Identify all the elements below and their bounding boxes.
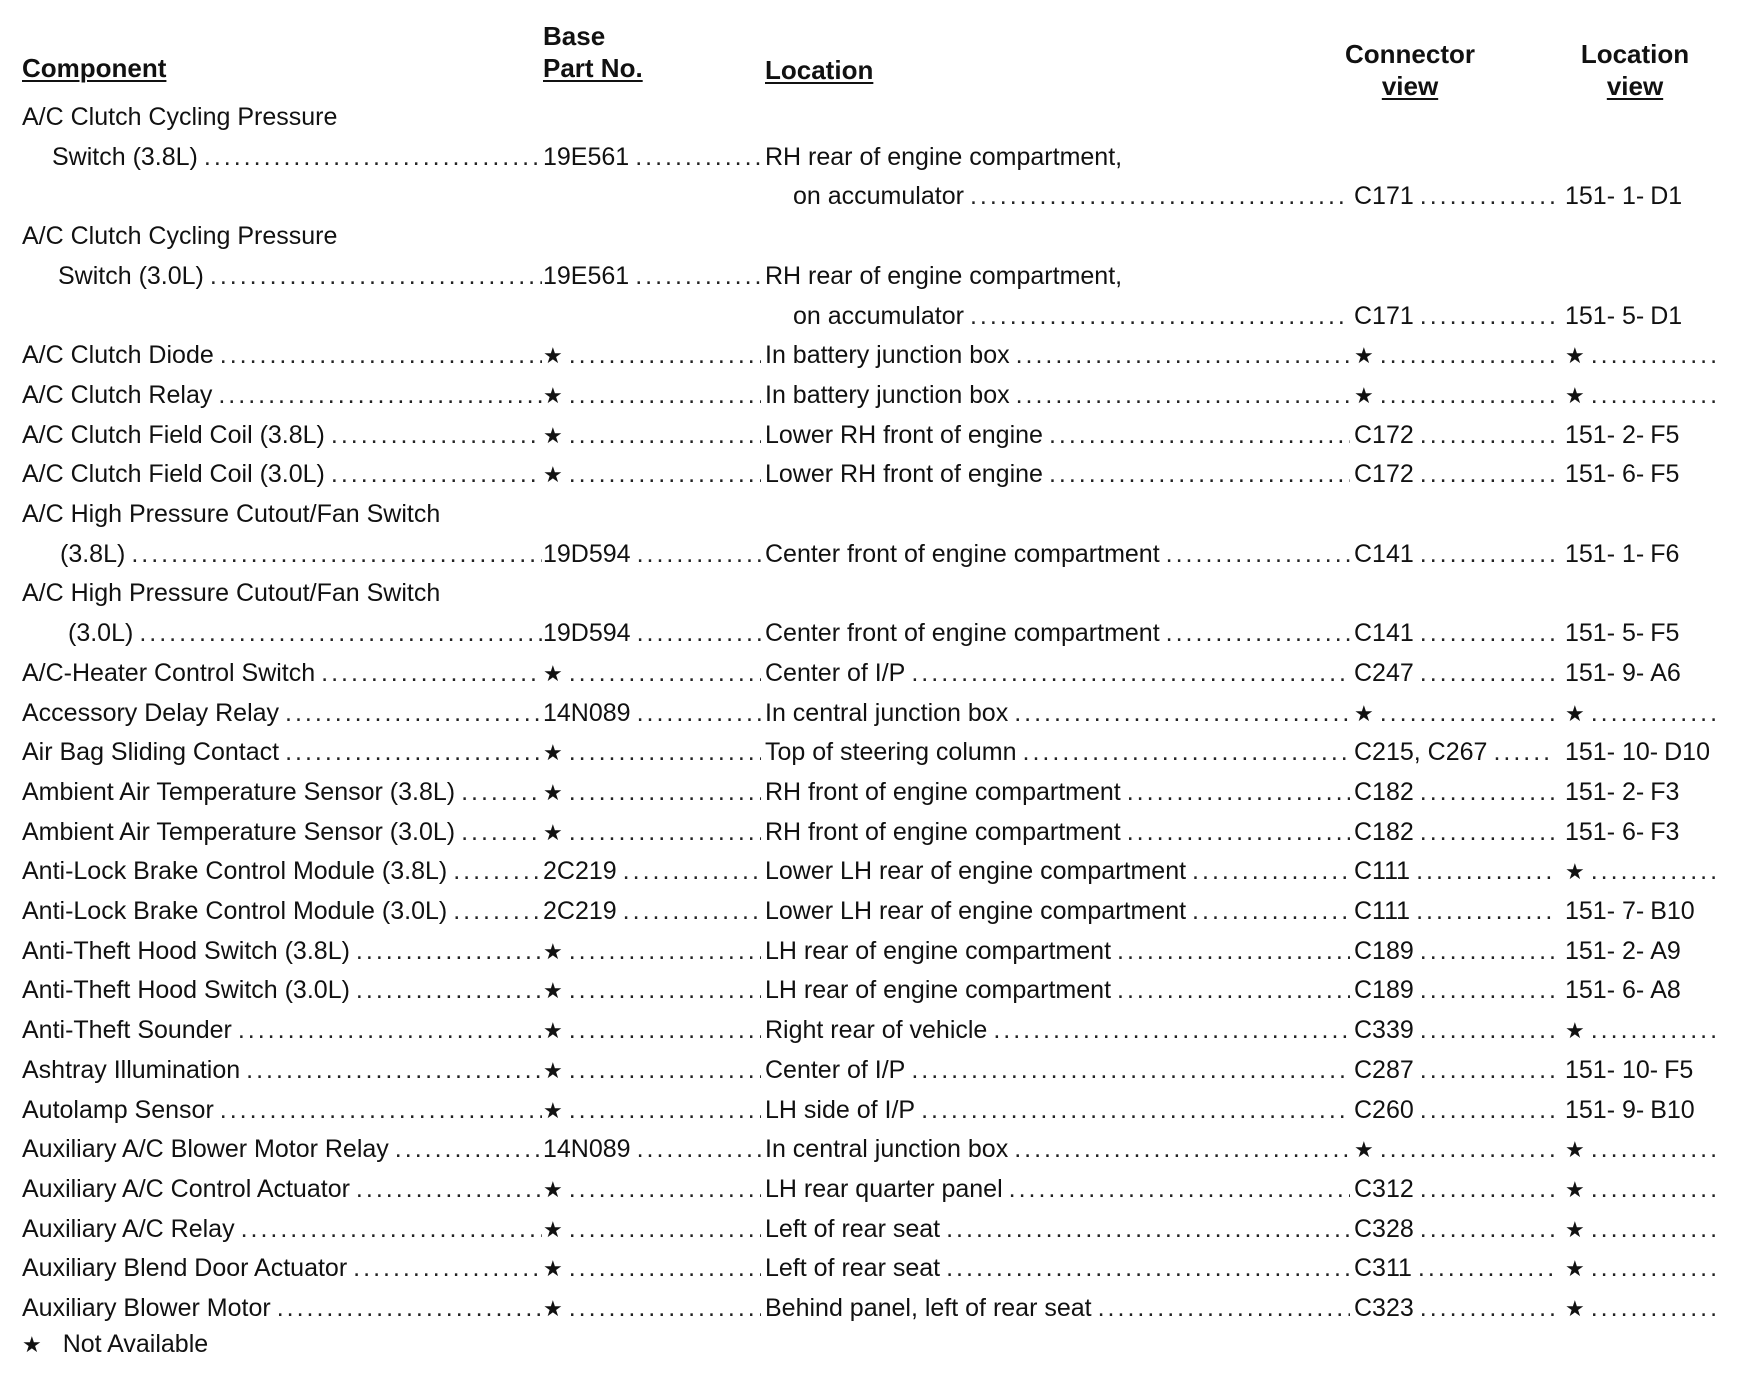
header-base-part-no: Base Part No. bbox=[543, 21, 643, 83]
table-row bbox=[0, 1210, 1742, 1249]
base-part-no: 19D594 bbox=[543, 540, 637, 568]
location-view-page: 151- 9- bbox=[1565, 1095, 1645, 1124]
component-name: Accessory Delay Relay bbox=[22, 699, 285, 727]
location-text: LH rear of engine compartment bbox=[765, 937, 1117, 965]
location-view-grid: A8 bbox=[1650, 976, 1681, 1005]
location-view-grid: D10 bbox=[1664, 738, 1710, 767]
legend bbox=[22, 1325, 208, 1364]
header-location-view: Location view bbox=[1580, 39, 1690, 101]
component-name: A/C Clutch Cycling Pressure bbox=[22, 103, 338, 131]
table-row bbox=[0, 1289, 1742, 1328]
connector-id: C247 bbox=[1354, 659, 1420, 687]
base-part-no: 14N089 bbox=[543, 1135, 637, 1163]
location-text: Center of I/P bbox=[765, 1056, 911, 1084]
star-icon: ★ bbox=[1565, 701, 1591, 726]
location-text: on accumulator bbox=[793, 182, 970, 210]
location-text: In battery junction box bbox=[765, 381, 1016, 409]
connector-id: C312 bbox=[1354, 1175, 1420, 1203]
location-text: RH rear of engine compartment, bbox=[765, 261, 1123, 290]
table-row bbox=[0, 1130, 1742, 1169]
location-text: Center of I/P bbox=[765, 659, 911, 687]
location-view-grid: F3 bbox=[1650, 817, 1680, 846]
location-text: Center front of engine compartment bbox=[765, 540, 1166, 568]
location-view-grid: F5 bbox=[1664, 1055, 1694, 1084]
table-row bbox=[0, 495, 1742, 534]
table-row bbox=[0, 614, 1742, 653]
component-name: Autolamp Sensor bbox=[22, 1096, 220, 1124]
star-icon: ★ bbox=[1354, 343, 1380, 368]
table-row bbox=[0, 98, 1742, 137]
location-text: RH front of engine compartment bbox=[765, 818, 1127, 846]
connector-id: C260 bbox=[1354, 1096, 1420, 1124]
component-name: Auxiliary A/C Control Actuator bbox=[22, 1175, 356, 1203]
legend-text: Not Available bbox=[62, 1330, 209, 1358]
star-icon: ★ bbox=[543, 1018, 569, 1043]
connector-id: C339 bbox=[1354, 1016, 1420, 1044]
star-icon: ★ bbox=[543, 1058, 569, 1083]
location-text: RH front of engine compartment bbox=[765, 778, 1127, 806]
star-icon: ★ bbox=[543, 820, 569, 845]
location-view-grid: B10 bbox=[1650, 1095, 1695, 1124]
star-icon: ★ bbox=[1354, 701, 1380, 726]
table-row bbox=[0, 1170, 1742, 1209]
star-icon: ★ bbox=[543, 1177, 569, 1202]
component-name: (3.0L) bbox=[68, 619, 139, 647]
location-text: RH rear of engine compartment, bbox=[765, 142, 1123, 171]
location-view-page: 151- 5- bbox=[1565, 619, 1645, 648]
table-row bbox=[0, 177, 1742, 216]
star-icon: ★ bbox=[543, 1217, 569, 1242]
star-icon: ★ bbox=[543, 1256, 569, 1281]
component-name: Switch (3.8L) bbox=[52, 143, 204, 171]
location-text: Lower LH rear of engine compartment bbox=[765, 857, 1192, 885]
table-row bbox=[0, 138, 1742, 177]
component-name: A/C Clutch Relay bbox=[22, 381, 218, 409]
star-icon: ★ bbox=[1565, 1137, 1591, 1162]
table-row bbox=[0, 892, 1742, 931]
location-text: Lower LH rear of engine compartment bbox=[765, 897, 1192, 925]
table-row bbox=[0, 455, 1742, 494]
connector-id: C182 bbox=[1354, 778, 1420, 806]
header-component: Component bbox=[22, 53, 167, 83]
component-name: Auxiliary A/C Relay bbox=[22, 1215, 241, 1243]
connector-id: C311 bbox=[1354, 1254, 1418, 1282]
star-icon: ★ bbox=[543, 423, 569, 448]
base-part-no: 19E561 bbox=[543, 262, 635, 290]
location-text: Lower RH front of engine bbox=[765, 460, 1049, 488]
star-icon: ★ bbox=[1565, 1177, 1591, 1202]
star-icon: ★ bbox=[543, 1296, 569, 1321]
location-view-grid: F5 bbox=[1650, 420, 1680, 449]
component-name: (3.8L) bbox=[60, 540, 131, 568]
component-name: A/C-Heater Control Switch bbox=[22, 659, 321, 687]
connector-id: C172 bbox=[1354, 421, 1420, 449]
component-name: Ambient Air Temperature Sensor (3.0L) bbox=[22, 818, 461, 846]
table-row bbox=[0, 694, 1742, 733]
star-icon: ★ bbox=[1565, 859, 1591, 884]
connector-id: C111 bbox=[1354, 857, 1416, 885]
table-row bbox=[0, 297, 1742, 336]
table-row bbox=[0, 654, 1742, 693]
location-text: In battery junction box bbox=[765, 341, 1016, 369]
star-icon: ★ bbox=[543, 978, 569, 1003]
component-name: A/C High Pressure Cutout/Fan Switch bbox=[22, 500, 441, 528]
table-row bbox=[0, 852, 1742, 891]
base-part-no: 19E561 bbox=[543, 143, 635, 171]
star-icon: ★ bbox=[543, 462, 569, 487]
location-text: Behind panel, left of rear seat bbox=[765, 1294, 1098, 1322]
table-row bbox=[0, 813, 1742, 852]
star-icon: ★ bbox=[543, 780, 569, 805]
component-name: Air Bag Sliding Contact bbox=[22, 738, 285, 766]
location-view-page: 151- 2- bbox=[1565, 777, 1645, 806]
location-text: LH rear quarter panel bbox=[765, 1175, 1009, 1203]
location-view-page: 151- 7- bbox=[1565, 897, 1645, 925]
table-row bbox=[0, 1249, 1742, 1288]
location-text: Left of rear seat bbox=[765, 1215, 946, 1243]
star-icon: ★ bbox=[1565, 1018, 1591, 1043]
table-row bbox=[0, 336, 1742, 375]
location-view-grid: F5 bbox=[1650, 619, 1680, 648]
table-row bbox=[0, 1091, 1742, 1130]
location-text: In central junction box bbox=[765, 1135, 1014, 1163]
star-icon: ★ bbox=[543, 939, 569, 964]
star-icon: ★ bbox=[543, 740, 569, 765]
table-row bbox=[0, 971, 1742, 1010]
table-row bbox=[0, 416, 1742, 455]
star-icon: ★ bbox=[1565, 383, 1591, 408]
component-name: Switch (3.0L) bbox=[58, 262, 210, 290]
connector-id: C171 bbox=[1354, 182, 1420, 210]
star-icon: ★ bbox=[543, 661, 569, 686]
header-connector-view: Connector view bbox=[1345, 39, 1475, 101]
star-icon: ★ bbox=[22, 1332, 42, 1357]
star-icon: ★ bbox=[543, 383, 569, 408]
location-text: Center front of engine compartment bbox=[765, 619, 1166, 647]
table-row bbox=[0, 773, 1742, 812]
star-icon: ★ bbox=[543, 343, 569, 368]
location-view-page: 151- 10- bbox=[1565, 1055, 1659, 1084]
star-icon: ★ bbox=[1565, 343, 1591, 368]
table-row bbox=[0, 376, 1742, 415]
location-text: LH side of I/P bbox=[765, 1096, 921, 1124]
component-name: A/C Clutch Field Coil (3.8L) bbox=[22, 421, 331, 449]
table-row bbox=[0, 733, 1742, 772]
component-name: A/C Clutch Diode bbox=[22, 341, 220, 369]
connector-id: C172 bbox=[1354, 460, 1420, 488]
location-text: on accumulator bbox=[793, 302, 970, 330]
component-name: Auxiliary Blend Door Actuator bbox=[22, 1254, 353, 1282]
star-icon: ★ bbox=[543, 1098, 569, 1123]
location-view-page: 151- 5- bbox=[1565, 301, 1645, 330]
connector-id: C189 bbox=[1354, 937, 1420, 965]
location-view-page: 151- 6- bbox=[1565, 460, 1645, 489]
base-part-no: 19D594 bbox=[543, 619, 637, 647]
table-row bbox=[0, 574, 1742, 613]
location-view-grid: F6 bbox=[1650, 539, 1680, 568]
star-icon: ★ bbox=[1354, 383, 1380, 408]
connector-id: C323 bbox=[1354, 1294, 1420, 1322]
component-name: Anti-Theft Hood Switch (3.8L) bbox=[22, 937, 356, 965]
connector-id: C141 bbox=[1354, 619, 1420, 647]
star-icon: ★ bbox=[1565, 1296, 1591, 1321]
component-name: Anti-Theft Hood Switch (3.0L) bbox=[22, 976, 356, 1004]
component-name: Ambient Air Temperature Sensor (3.8L) bbox=[22, 778, 461, 806]
connector-id: C182 bbox=[1354, 818, 1420, 846]
connector-id: C189 bbox=[1354, 976, 1420, 1004]
table-row bbox=[0, 932, 1742, 971]
location-view-page: 151- 6- bbox=[1565, 976, 1645, 1005]
location-view-page: 151- 10- bbox=[1565, 738, 1659, 767]
component-name: Auxiliary A/C Blower Motor Relay bbox=[22, 1135, 395, 1163]
connector-id: C215, C267 bbox=[1354, 738, 1493, 766]
component-name: Anti-Theft Sounder bbox=[22, 1016, 238, 1044]
connector-id: C111 bbox=[1354, 897, 1416, 925]
base-part-no: 2C219 bbox=[543, 857, 623, 885]
star-icon: ★ bbox=[1565, 1217, 1591, 1242]
base-part-no: 2C219 bbox=[543, 897, 623, 925]
table-row bbox=[0, 217, 1742, 256]
location-view-page: 151- 6- bbox=[1565, 817, 1645, 846]
location-view-page: 151- 2- bbox=[1565, 420, 1645, 449]
location-text: Right rear of vehicle bbox=[765, 1016, 993, 1044]
connector-id: C171 bbox=[1354, 302, 1420, 330]
location-text: LH rear of engine compartment bbox=[765, 976, 1117, 1004]
location-view-page: 151- 2- bbox=[1565, 936, 1645, 965]
component-name: Ashtray Illumination bbox=[22, 1056, 246, 1084]
component-name: Auxiliary Blower Motor bbox=[22, 1294, 277, 1322]
location-view-page: 151- 1- bbox=[1565, 539, 1645, 568]
location-view-grid: D1 bbox=[1650, 182, 1683, 211]
component-name: A/C Clutch Field Coil (3.0L) bbox=[22, 460, 331, 488]
location-view-grid: D1 bbox=[1650, 301, 1683, 330]
connector-id: C287 bbox=[1354, 1056, 1420, 1084]
location-view-grid: F3 bbox=[1650, 777, 1680, 806]
table-row bbox=[0, 257, 1742, 296]
base-part-no: 14N089 bbox=[543, 699, 637, 727]
table-row bbox=[0, 535, 1742, 574]
header-location: Location bbox=[765, 55, 874, 85]
component-name: Anti-Lock Brake Control Module (3.0L) bbox=[22, 897, 453, 925]
component-name: Anti-Lock Brake Control Module (3.8L) bbox=[22, 857, 453, 885]
location-view-grid: B10 bbox=[1650, 897, 1695, 925]
location-view-grid: A6 bbox=[1650, 658, 1681, 687]
table-row bbox=[0, 1011, 1742, 1050]
location-text: Lower RH front of engine bbox=[765, 421, 1049, 449]
location-view-grid: F5 bbox=[1650, 460, 1680, 489]
location-text: Left of rear seat bbox=[765, 1254, 946, 1282]
component-name: A/C Clutch Cycling Pressure bbox=[22, 222, 338, 251]
star-icon: ★ bbox=[1565, 1256, 1591, 1281]
location-view-page: 151- 1- bbox=[1565, 182, 1645, 211]
table-row bbox=[0, 1051, 1742, 1090]
location-text: Top of steering column bbox=[765, 738, 1023, 766]
connector-id: C141 bbox=[1354, 540, 1420, 568]
location-view-grid: A9 bbox=[1650, 936, 1681, 965]
star-icon: ★ bbox=[1354, 1137, 1380, 1162]
connector-id: C328 bbox=[1354, 1215, 1420, 1243]
location-text: In central junction box bbox=[765, 699, 1014, 727]
location-view-page: 151- 9- bbox=[1565, 658, 1645, 687]
component-name: A/C High Pressure Cutout/Fan Switch bbox=[22, 579, 441, 608]
